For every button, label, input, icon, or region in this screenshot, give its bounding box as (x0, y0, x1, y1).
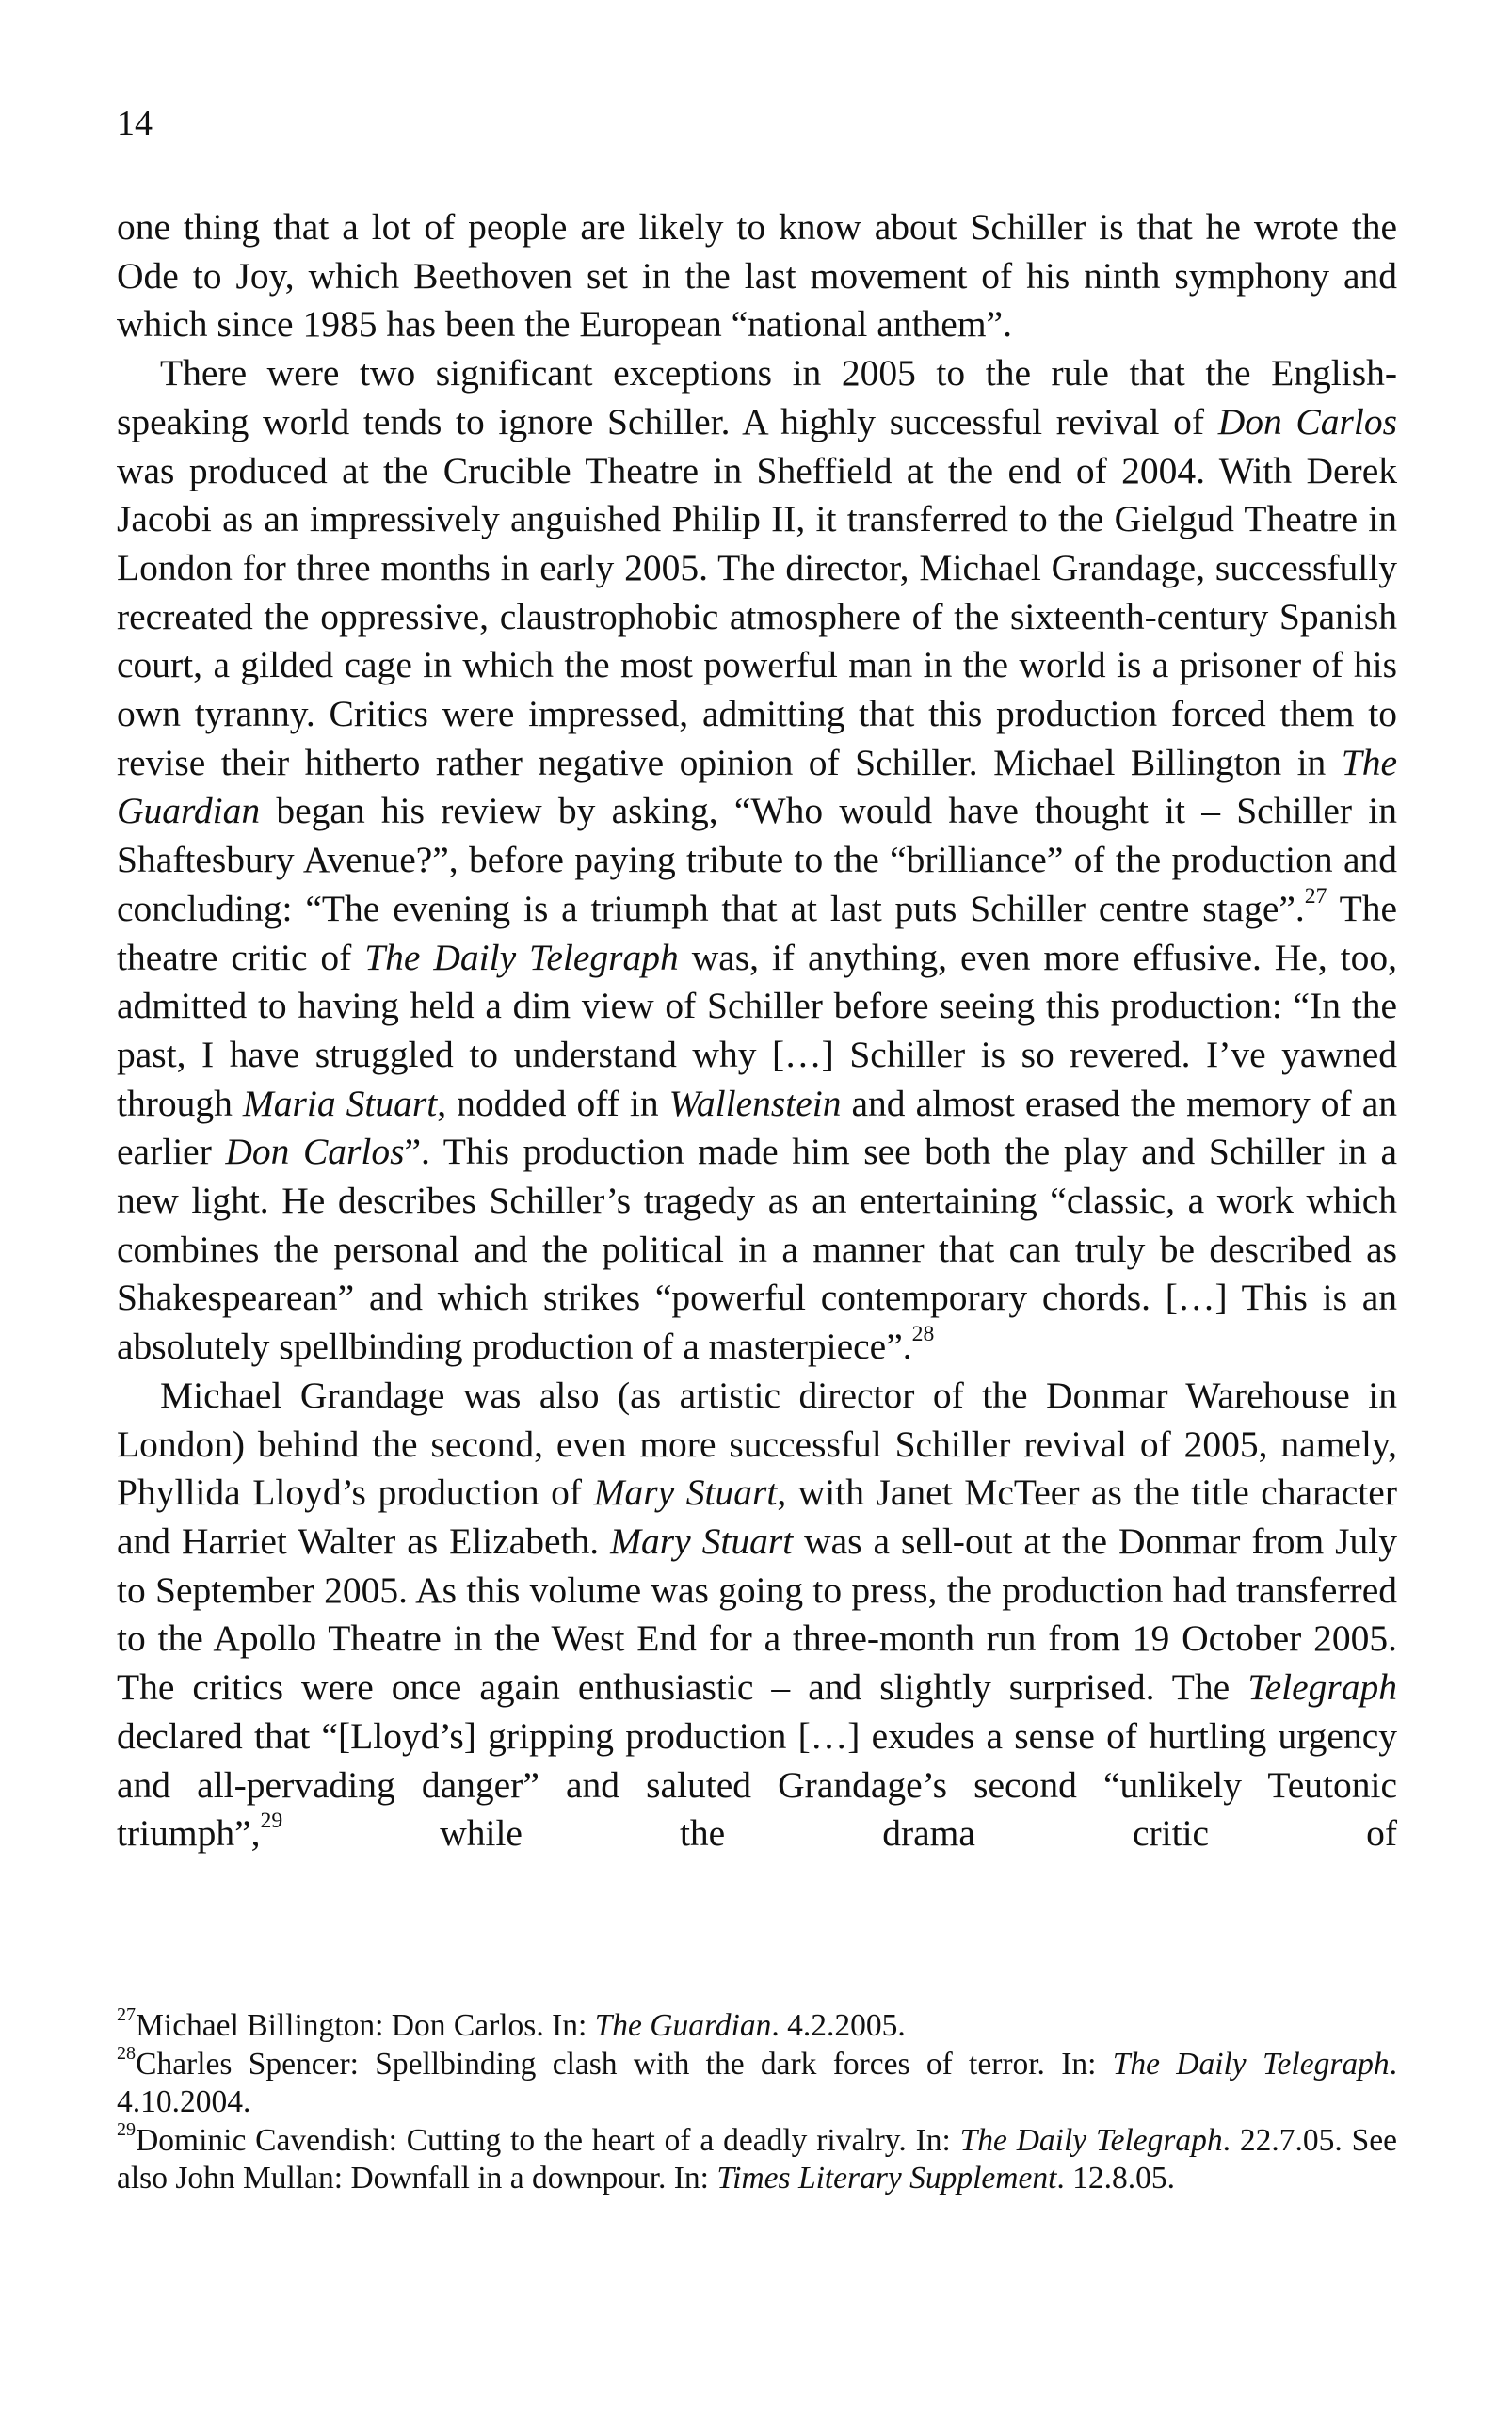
footnote (117, 2042, 1397, 2122)
text-run: was produced at the Crucible Theatre in Sheffield at the end of 2004. With Derek Jacobi as an impressively anguished Philip II, it transferred to the Gielgud Theatre in London for three months in early 2005. The director, Michael Grandage, successfully recreated the oppressive, claustrophobic atmosphere of the sixteenth-century Spanish court, a gilded cage in which the most powerful man in the world is a prisoner of his own tyranny. Critics were impressed, admitting that this production forced them to revise their hitherto rather negative opinion of Schiller. Michael Billington in (117, 449, 1397, 783)
text-run: ”. This production made him see both the play and Schiller in a new light. He describes Schiller’s tragedy as an entertaining “classic, a work which combines the personal and the political in a manner that can truly be described as Shakespearean” and which strikes “powerful contemporary chords. […] This is an absolutely spellbinding production of a masterpiece”. (117, 1131, 1397, 1368)
text-run: began his review by asking, “Who would have thought it – Schiller in Shaftesbury Avenue?”, before paying tribute to the “brilliance” of the production and concluding: “The evening is a triumph that at last puts Schiller centre stage”. (117, 790, 1397, 929)
paragraph (117, 203, 1397, 349)
italic-text: The Guardian (594, 2008, 772, 2043)
paragraph (117, 349, 1397, 1372)
italic-text: Don Carlos (225, 1131, 405, 1173)
text-run: , nodded off in (437, 1082, 669, 1124)
footnote (117, 2118, 1397, 2198)
footnotes (117, 2003, 1397, 2198)
footnote-reference: 27 (1304, 883, 1327, 909)
text-run: Michael Billington: Don Carlos. In: (136, 2008, 595, 2043)
italic-text: Times Literary Supplement (716, 2161, 1057, 2196)
text-run: . 12.8.05. (1056, 2161, 1176, 2196)
text-run: one thing that a lot of people are likely to know about Schiller is that he wrote the Ode to Joy, which Beethoven set in the last movement of his ninth symphony and which since 1985 has been the European “national anthem”. (117, 206, 1397, 346)
italic-text: Mary Stuart (610, 1520, 794, 1562)
italic-text: Don Carlos (1217, 400, 1397, 442)
body-text (117, 203, 1397, 1858)
footnote-text (117, 2123, 1397, 2196)
italic-text: The Daily Telegraph (1112, 2046, 1390, 2082)
page-number: 14 (117, 104, 153, 143)
text-run: Charles Spencer: Spellbinding clash with the dark forces of terror. In: (136, 2046, 1113, 2082)
italic-text: The Daily Telegraph (364, 936, 679, 978)
paragraph (117, 1372, 1397, 1858)
text-run: . 22.7.05. See also John Mullan: Downfall in a downpour. In: (117, 2122, 1397, 2196)
footnote-text (136, 2008, 906, 2043)
footnote-number: 27 (117, 2003, 137, 2025)
italic-text: Maria Stuart (242, 1082, 438, 1124)
text-run: There were two significant exceptions in 2005 to the rule that the English-speaking world tends to ignore Schiller. A highly successful revival of (117, 352, 1397, 442)
text-run: . 4.10.2004. (117, 2046, 1397, 2119)
text-run: was a sell-out at the Donmar from July to September 2005. As this volume was going to press, the production had transferred to the Apollo Theatre in the West End for a three-month run from 19 October 2005. The critics were once again enthusiastic – and slightly surprised. The (117, 1520, 1397, 1709)
italic-text: The Guardian (117, 741, 1397, 832)
footnote-number: 28 (117, 2042, 137, 2064)
footnote-reference: 28 (911, 1322, 935, 1347)
text-run: Dominic Cavendish: Cutting to the heart of a deadly rivalry. In: (136, 2122, 960, 2158)
footnote-reference: 29 (260, 1809, 283, 1834)
text-run: and almost erased the memory of an earlier (117, 1082, 1397, 1173)
italic-text: Mary Stuart (593, 1472, 778, 1514)
text-run: while the drama critic of (282, 1812, 1397, 1855)
text-run: declared that “[Lloyd’s] gripping production […] exudes a sense of hurtling urgency and all-pervading danger” and saluted Grandage’s second “unlikely Teutonic triumph”, (117, 1714, 1397, 1855)
footnote-number: 29 (117, 2118, 137, 2140)
italic-text: The Daily Telegraph (959, 2122, 1223, 2158)
text-run: The theatre critic of (117, 887, 1397, 978)
footnote (117, 2003, 1397, 2046)
text-run: . 4.2.2005. (771, 2008, 906, 2043)
italic-text: Wallenstein (668, 1082, 842, 1124)
italic-text: Telegraph (1247, 1666, 1397, 1709)
footnote-text (117, 2047, 1397, 2120)
text-run: Michael Grandage was also (as artistic director of the Donmar Warehouse in London) behind the second, even more successful Schiller revival of 2005, namely, Phyllida Lloyd’s production of (117, 1374, 1397, 1514)
text-run: was, if anything, even more effusive. He, too, admitted to having held a dim view of Schiller before seeing this production: “In the past, I have struggled to understand why […] Schiller is so revered. I’ve yawned through (117, 936, 1397, 1124)
text-run: , with Janet McTeer as the title character and Harriet Walter as Elizabeth. (117, 1472, 1397, 1562)
